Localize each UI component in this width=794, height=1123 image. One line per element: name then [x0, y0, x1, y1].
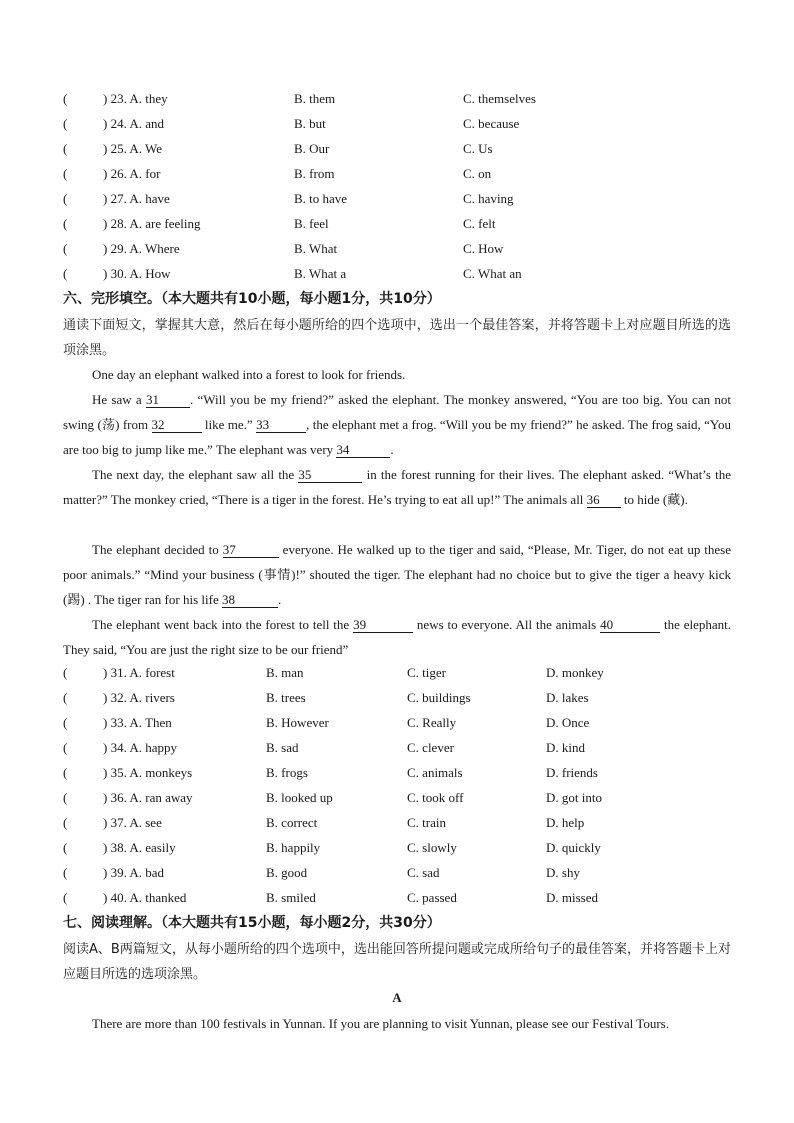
question-number-option-a: ) 40. A. thanked: [103, 890, 187, 905]
option-d: D. monkey: [546, 665, 604, 680]
answer-paren: (: [63, 166, 68, 181]
blank-40: 40: [600, 617, 660, 633]
passage-paragraph-1: One day an elephant walked into a forest to look for friends.: [92, 367, 406, 382]
blank-38: 38: [222, 592, 278, 608]
option-c: C. train: [407, 815, 446, 830]
option-c: C. How: [463, 241, 504, 256]
question-row: [0, 114, 794, 134]
option-c: C. felt: [463, 216, 496, 231]
option-b: B. frogs: [266, 765, 308, 780]
question-number-option-a: ) 26. A. for: [103, 166, 161, 181]
question-row: [0, 863, 794, 883]
answer-paren: (: [63, 740, 68, 755]
option-c: C. passed: [407, 890, 457, 905]
answer-paren: (: [63, 241, 68, 256]
option-d: D. got into: [546, 790, 602, 805]
option-b: B. but: [294, 116, 326, 131]
option-d: D. friends: [546, 765, 598, 780]
option-b: B. happily: [266, 840, 321, 855]
question-row: [0, 139, 794, 159]
answer-paren: (: [63, 91, 68, 106]
answer-paren: (: [63, 191, 68, 206]
question-row: [0, 264, 794, 284]
blank-39: 39: [353, 617, 413, 633]
question-number-option-a: ) 30. A. How: [103, 266, 171, 281]
section-7-title: 七、阅读理解。（本大题共有15小题，每小题2分，共30分）: [63, 915, 441, 931]
question-row: [0, 239, 794, 259]
passage-a-intro: There are more than 100 festivals in Yunnan. If you are planning to visit Yunnan, please see our Festival Tours.: [92, 1016, 669, 1031]
question-number-option-a: ) 24. A. and: [103, 116, 165, 131]
blank-35: 35: [298, 467, 362, 483]
option-c: C. animals: [407, 765, 463, 780]
option-c: C. buildings: [407, 690, 471, 705]
question-row: [0, 838, 794, 858]
option-c: C. themselves: [463, 91, 536, 106]
option-b: B. However: [266, 715, 329, 730]
option-d: D. missed: [546, 890, 598, 905]
option-c: C. What an: [463, 266, 522, 281]
blank-36: 36: [587, 492, 621, 508]
option-b: B. What a: [294, 266, 347, 281]
blank-34: 34: [336, 442, 390, 458]
question-number-option-a: ) 36. A. ran away: [103, 790, 193, 805]
option-d: D. Once: [546, 715, 590, 730]
answer-paren: (: [63, 116, 68, 131]
answer-paren: (: [63, 690, 68, 705]
option-d: D. lakes: [546, 690, 589, 705]
option-b: B. man: [266, 665, 304, 680]
question-row: [0, 89, 794, 109]
option-b: B. looked up: [266, 790, 333, 805]
option-c: C. sad: [407, 865, 440, 880]
section-6-title: 六、完形填空。（本大题共有10小题，每小题1分，共10分）: [63, 291, 441, 307]
option-c: C. took off: [407, 790, 464, 805]
passage-paragraph-4: The elephant decided to 37 everyone. He walked up to the tiger and said, “Please, Mr. Tiger, do not eat up these poor animals.” “Mind your business (事情)!” shouted the tiger. The elephant had no choice but to give the tiger a heavy kick (踢) . The tiger ran for his life 38 .: [63, 542, 732, 607]
option-c: C. tiger: [407, 665, 446, 680]
option-b: B. from: [294, 166, 335, 181]
question-row: [0, 688, 794, 708]
question-number-option-a: ) 39. A. bad: [103, 865, 165, 880]
answer-paren: (: [63, 216, 68, 231]
option-b: B. them: [294, 91, 336, 106]
option-d: D. shy: [546, 865, 580, 880]
question-row: [0, 189, 794, 209]
blank-33: 33: [256, 417, 306, 433]
option-c: C. Us: [463, 141, 493, 156]
option-b: B. Our: [294, 141, 330, 156]
question-row: [0, 164, 794, 184]
answer-paren: (: [63, 790, 68, 805]
option-c: C. on: [463, 166, 492, 181]
option-d: D. kind: [546, 740, 585, 755]
question-number-option-a: ) 38. A. easily: [103, 840, 176, 855]
blank-31: 31: [146, 392, 190, 408]
option-c: C. having: [463, 191, 514, 206]
answer-paren: (: [63, 715, 68, 730]
question-number-option-a: ) 33. A. Then: [103, 715, 172, 730]
section-6-instruction: 通读下面短文，掌握其大意，然后在每小题所给的四个选项中，选出一个最佳答案，并将答题卡上对应题目所选的选项涂黑。: [63, 318, 731, 358]
question-number-option-a: ) 37. A. see: [103, 815, 162, 830]
answer-paren: (: [63, 665, 68, 680]
option-b: B. correct: [266, 815, 318, 830]
blank-37: 37: [223, 542, 279, 558]
option-c: C. because: [463, 116, 520, 131]
question-number-option-a: ) 28. A. are feeling: [103, 216, 201, 231]
option-d: D. help: [546, 815, 585, 830]
option-b: B. feel: [294, 216, 329, 231]
question-row: [0, 738, 794, 758]
option-b: B. smiled: [266, 890, 316, 905]
question-number-option-a: ) 35. A. monkeys: [103, 765, 193, 780]
option-b: B. What: [294, 241, 338, 256]
option-b: B. trees: [266, 690, 306, 705]
question-row: [0, 663, 794, 683]
passage-paragraph-5: The elephant went back into the forest to tell the 39 news to everyone. All the animals 40 the elephant. They said, “You are just the right size to be our friend”: [63, 617, 731, 657]
question-row: [0, 214, 794, 234]
question-number-option-a: ) 34. A. happy: [103, 740, 178, 755]
question-row: [0, 713, 794, 733]
question-row: [0, 888, 794, 908]
question-number-option-a: ) 31. A. forest: [103, 665, 175, 680]
answer-paren: (: [63, 865, 68, 880]
question-row: [0, 813, 794, 833]
question-number-option-a: ) 32. A. rivers: [103, 690, 175, 705]
passage-paragraph-3: The next day, the elephant saw all the 35 in the forest running for their lives. The elephant asked. “What’s the matter?” The monkey cried, “There is a tiger in the forest. He’s trying to eat all up!” The animals all 36 to hide (藏).: [63, 467, 731, 507]
option-d: D. quickly: [546, 840, 601, 855]
question-row: [0, 788, 794, 808]
option-c: C. Really: [407, 715, 457, 730]
answer-paren: (: [63, 840, 68, 855]
answer-paren: (: [63, 890, 68, 905]
option-c: C. clever: [407, 740, 454, 755]
question-number-option-a: ) 29. A. Where: [103, 241, 180, 256]
option-b: B. sad: [266, 740, 299, 755]
answer-paren: (: [63, 765, 68, 780]
section-7-instruction: 阅读A、B两篇短文，从每小题所给的四个选项中，选出能回答所提问题或完成所给句子的最佳答案，并将答题卡上对应题目所选的选项涂黑。: [63, 942, 731, 982]
question-row: [0, 763, 794, 783]
option-b: B. good: [266, 865, 308, 880]
option-c: C. slowly: [407, 840, 457, 855]
question-number-option-a: ) 23. A. they: [103, 91, 168, 106]
passage-paragraph-2: He saw a 31 . “Will you be my friend?” asked the elephant. The monkey answered, “You are too big. You can not swing (荡) from 32 like me.” 33 , the elephant met a frog. “Will you be my friend?” he asked. The frog said, “You are too big to jump like me.” The elephant was very 34 .: [63, 392, 731, 457]
answer-paren: (: [63, 141, 68, 156]
question-number-option-a: ) 27. A. have: [103, 191, 170, 206]
answer-paren: (: [63, 815, 68, 830]
passage-a-label: A: [392, 990, 402, 1005]
question-number-option-a: ) 25. A. We: [103, 141, 163, 156]
blank-32: 32: [152, 417, 202, 433]
answer-paren: (: [63, 266, 68, 281]
option-b: B. to have: [294, 191, 348, 206]
